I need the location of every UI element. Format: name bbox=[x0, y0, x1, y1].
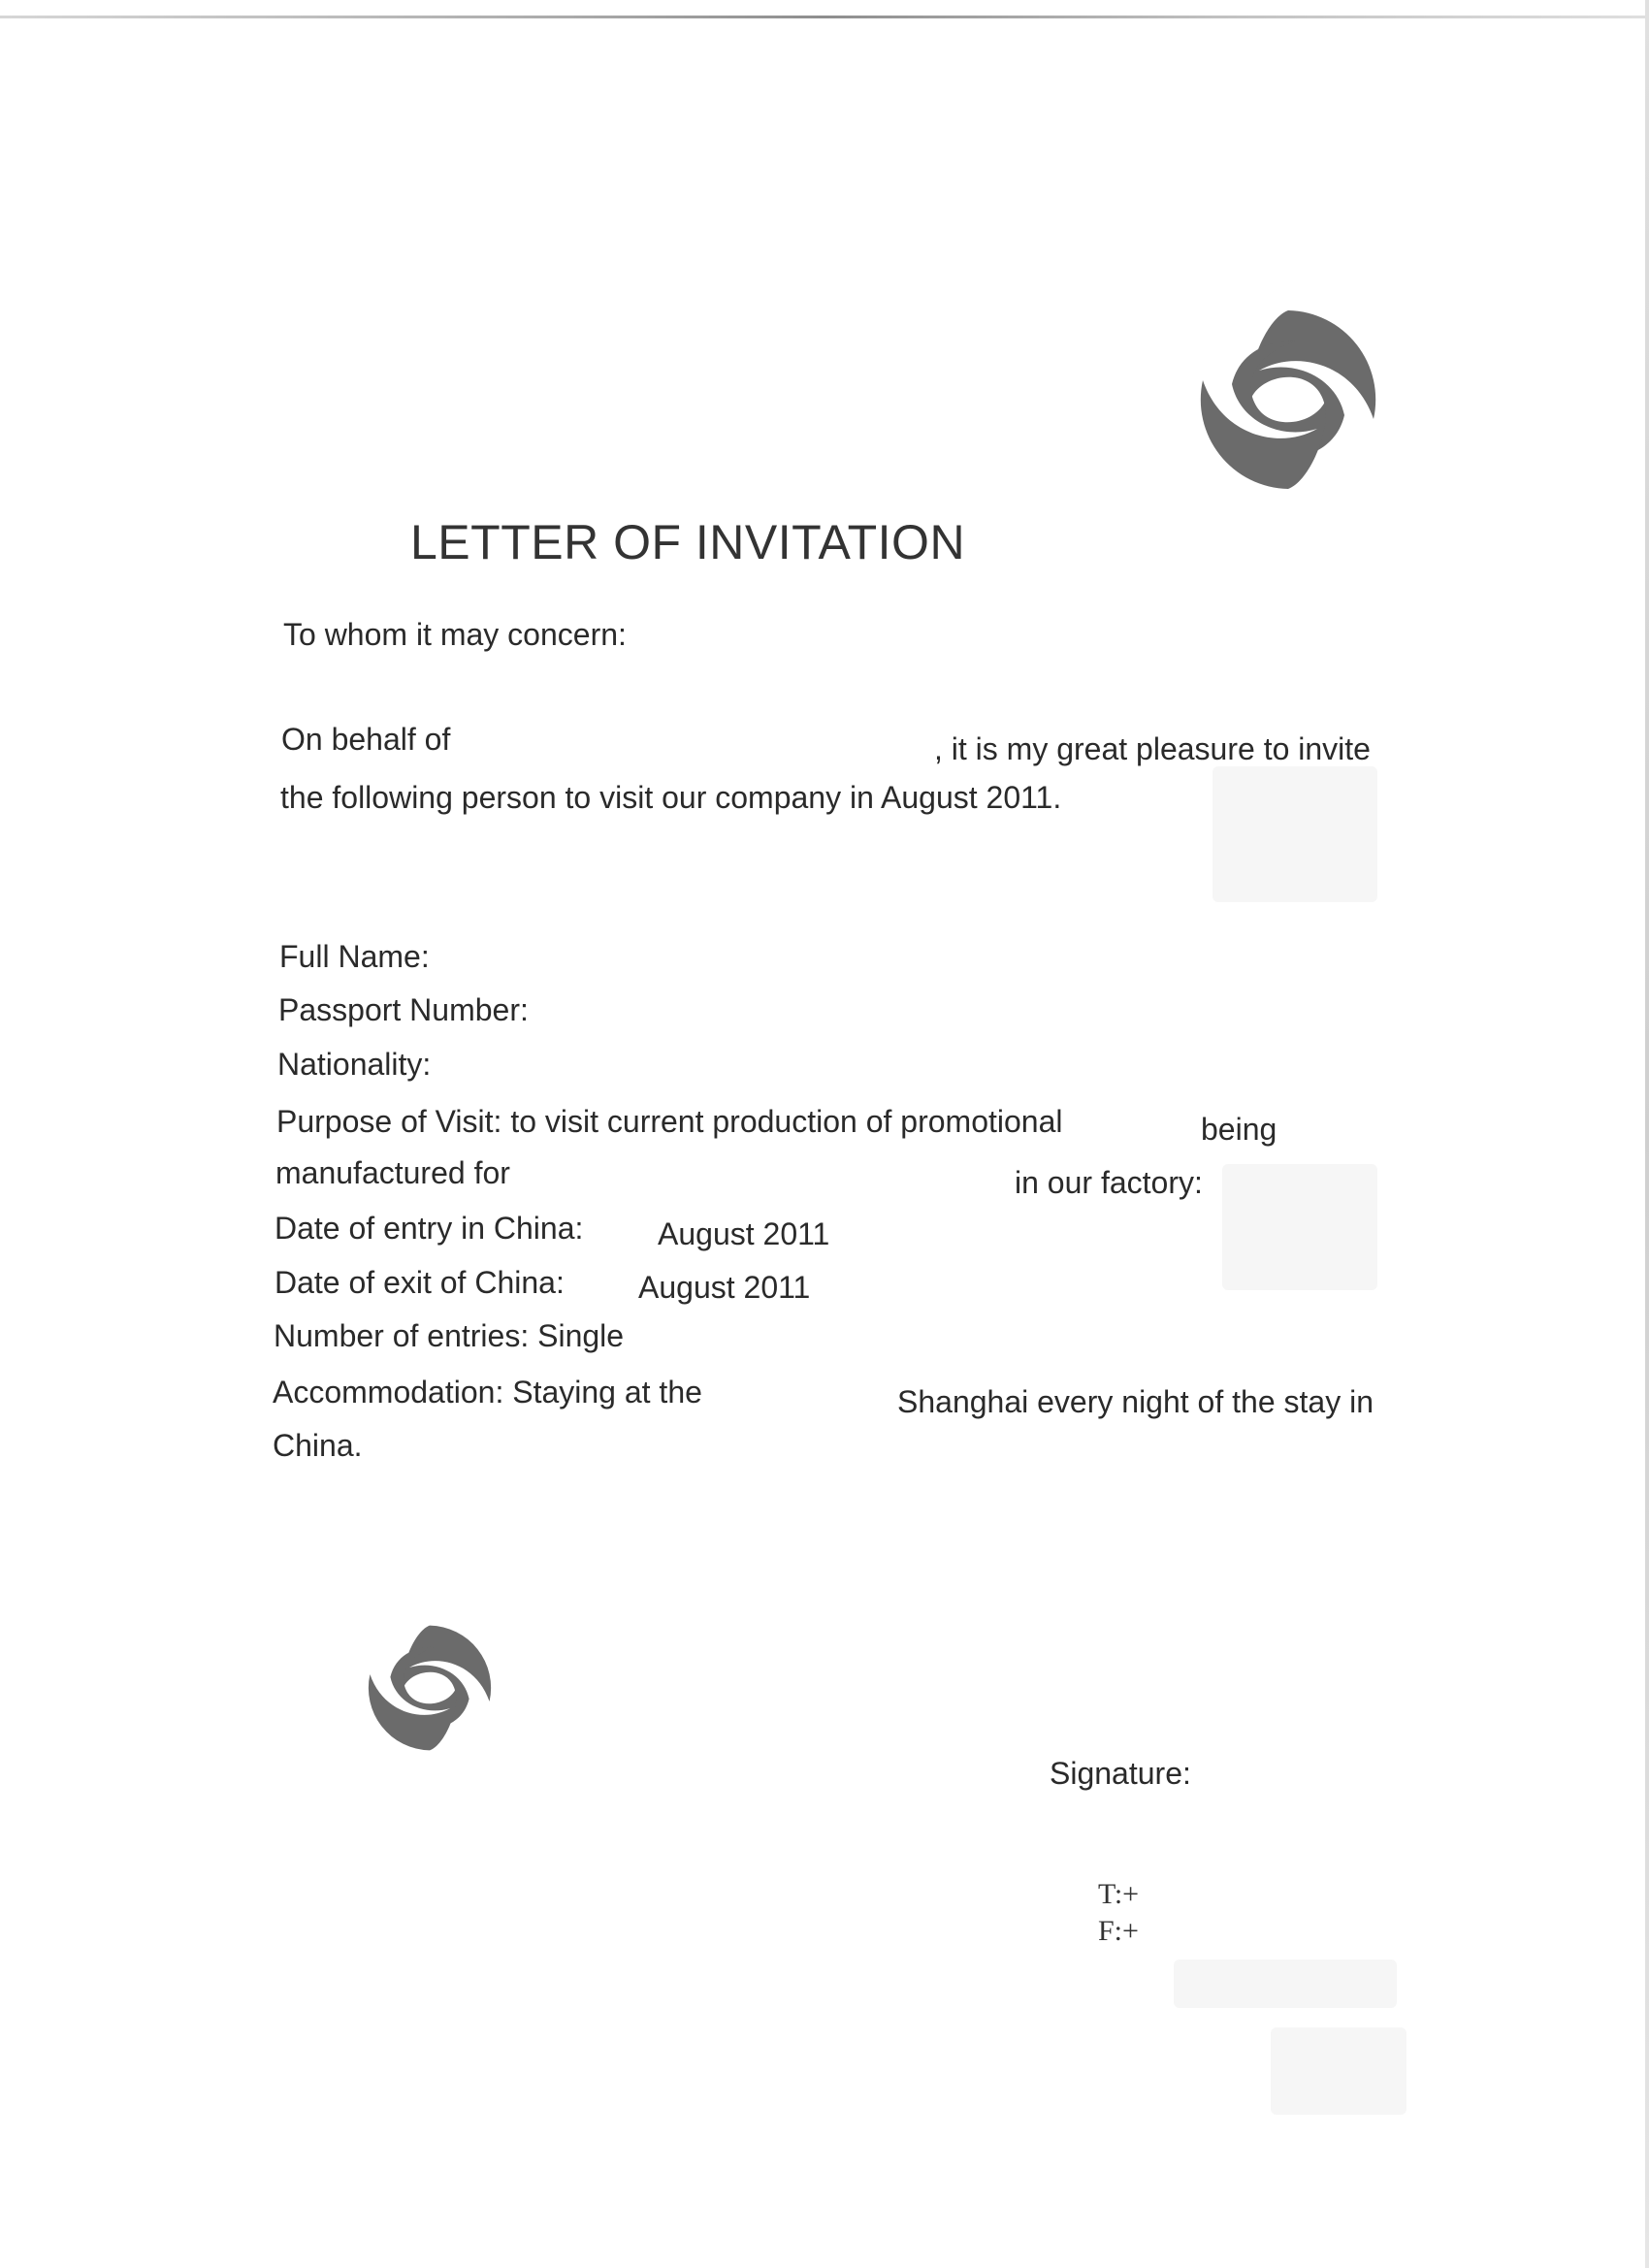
field-entry-label: Date of entry in China: bbox=[275, 1211, 584, 1246]
signature-label: Signature: bbox=[1050, 1756, 1191, 1791]
field-accommodation: Accommodation: Staying at the bbox=[273, 1375, 702, 1409]
signature-tel: T:+ bbox=[1098, 1878, 1140, 1910]
scan-artifact bbox=[1174, 1960, 1397, 2008]
scan-right-edge bbox=[1645, 0, 1649, 2268]
letter-title: LETTER OF INVITATION bbox=[410, 515, 966, 569]
scan-artifact bbox=[1222, 1164, 1377, 1290]
field-purpose-being: being bbox=[1201, 1112, 1277, 1147]
field-manufactured-for: manufactured for bbox=[275, 1155, 510, 1190]
field-exit-value: August 2011 bbox=[638, 1270, 811, 1305]
field-entry-value: August 2011 bbox=[658, 1216, 830, 1251]
field-full-name: Full Name: bbox=[279, 939, 430, 974]
intro-line1-start: On behalf of bbox=[281, 722, 451, 757]
intro-line2: the following person to visit our company in August 2011. bbox=[280, 780, 1062, 815]
intro-line1-end: , it is my great pleasure to invite bbox=[934, 731, 1371, 766]
scan-artifact bbox=[1271, 2027, 1406, 2115]
company-stamp-icon bbox=[359, 1620, 501, 1756]
company-logo-icon bbox=[1191, 303, 1385, 497]
field-accommodation-line2: China. bbox=[273, 1428, 363, 1463]
signature-fax: F:+ bbox=[1098, 1915, 1139, 1947]
field-in-factory: in our factory: bbox=[1015, 1165, 1203, 1200]
field-passport-number: Passport Number: bbox=[278, 992, 529, 1027]
scan-artifact bbox=[1212, 766, 1377, 902]
field-accommodation-end: Shanghai every night of the stay in bbox=[897, 1384, 1374, 1419]
salutation: To whom it may concern: bbox=[283, 617, 627, 652]
field-nationality: Nationality: bbox=[277, 1047, 432, 1082]
field-purpose: Purpose of Visit: to visit current production of promotional bbox=[276, 1104, 1063, 1139]
field-entries: Number of entries: Single bbox=[274, 1318, 625, 1353]
field-exit-label: Date of exit of China: bbox=[275, 1265, 565, 1300]
scan-edge-line bbox=[0, 16, 1649, 18]
